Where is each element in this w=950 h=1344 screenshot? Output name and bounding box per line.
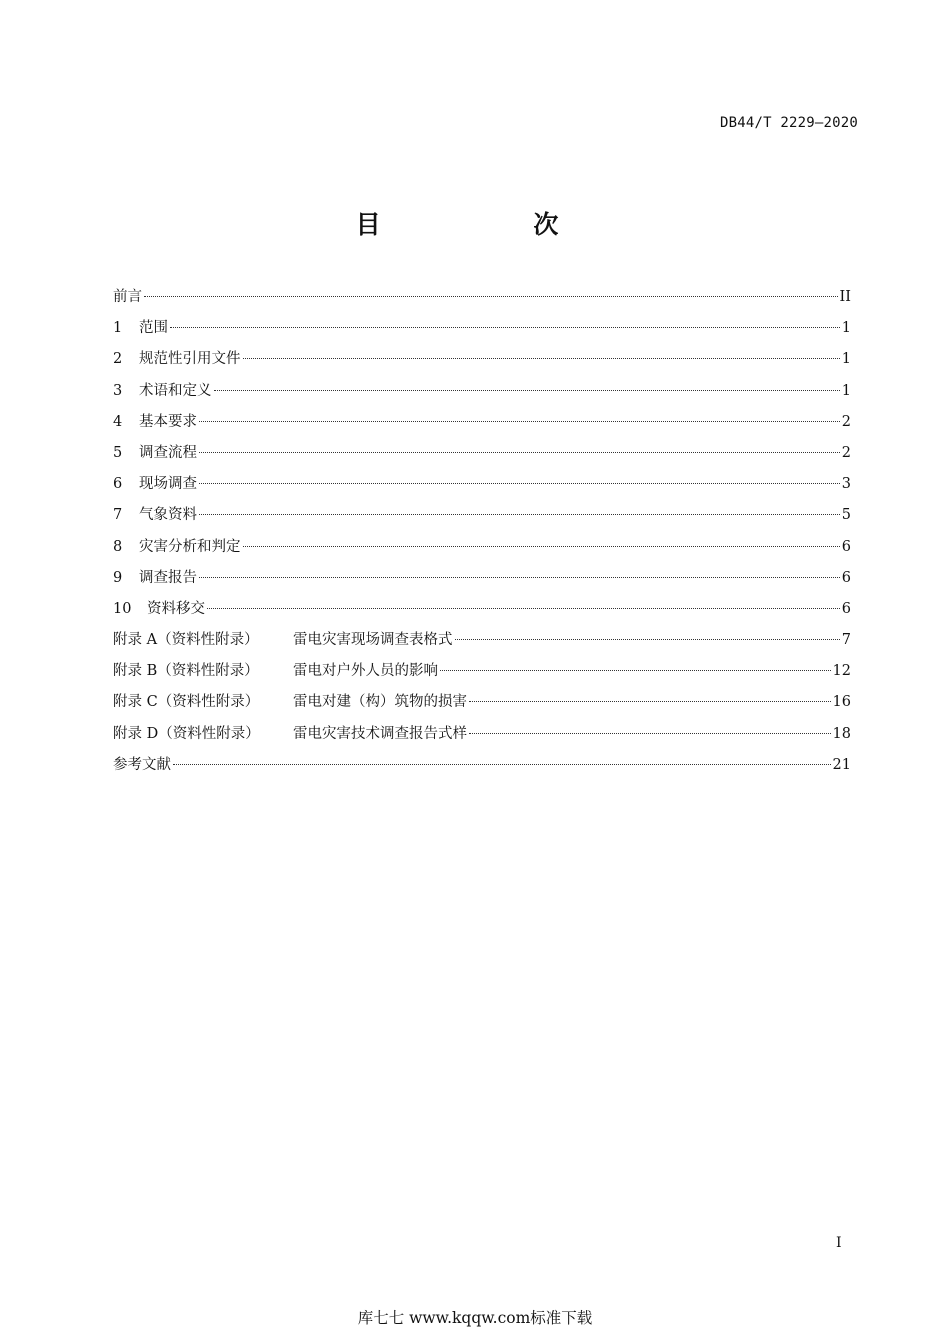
toc-entry-page: 6 bbox=[841, 569, 851, 586]
toc-entry[interactable] bbox=[113, 536, 851, 567]
toc-entry-title: 调查流程 bbox=[139, 444, 197, 461]
toc-entry-appendix-label: 附录 D（资料性附录） bbox=[113, 725, 260, 742]
toc-entry-title: 基本要求 bbox=[139, 413, 197, 430]
page-title: 目 次 bbox=[355, 210, 631, 239]
toc-entry-appendix-label: 附录 B（资料性附录） bbox=[113, 663, 259, 680]
toc-entry-number: 4 bbox=[113, 413, 123, 430]
toc-dot-leader bbox=[173, 764, 831, 765]
toc-entry-number: 9 bbox=[113, 569, 123, 586]
toc-entry[interactable] bbox=[113, 473, 851, 504]
toc-entry-title: 雷电对建（构）筑物的损害 bbox=[293, 694, 467, 711]
toc-entry[interactable] bbox=[113, 286, 851, 317]
toc-entry-appendix-label: 附录 C（资料性附录） bbox=[113, 694, 260, 711]
toc-entry-number: 3 bbox=[113, 382, 123, 399]
toc-dot-leader bbox=[199, 421, 840, 422]
toc-entry-page: 5 bbox=[841, 507, 851, 524]
toc-entry-title: 前言 bbox=[113, 289, 142, 305]
toc-dot-leader bbox=[469, 701, 831, 702]
toc-entry-appendix-label: 附录 A（资料性附录） bbox=[113, 632, 259, 649]
toc-entry-page: 1 bbox=[841, 351, 851, 368]
toc-entry-title: 范围 bbox=[139, 320, 168, 337]
toc-entry-number: 6 bbox=[113, 476, 123, 493]
toc-dot-leader bbox=[199, 452, 840, 453]
toc-dot-leader bbox=[199, 514, 840, 515]
toc-entry-title: 规范性引用文件 bbox=[139, 351, 241, 368]
toc-entry-page: 2 bbox=[841, 444, 851, 461]
toc-entry[interactable] bbox=[113, 411, 851, 442]
toc-dot-leader bbox=[455, 639, 840, 640]
toc-entry-page: 16 bbox=[832, 694, 851, 711]
toc-entry-title: 灾害分析和判定 bbox=[139, 538, 241, 555]
toc-entry-title: 雷电对户外人员的影响 bbox=[293, 663, 438, 680]
toc-entry[interactable] bbox=[113, 754, 851, 785]
toc-entry[interactable] bbox=[113, 380, 851, 411]
toc-entry[interactable] bbox=[113, 723, 851, 754]
toc-entry-title: 资料移交 bbox=[147, 600, 205, 617]
toc-entry-number: 10 bbox=[113, 600, 132, 617]
toc-dot-leader bbox=[199, 577, 840, 578]
toc-dot-leader bbox=[214, 390, 840, 391]
toc-entry-title: 现场调查 bbox=[139, 476, 197, 493]
toc-entry-page: 6 bbox=[841, 538, 851, 555]
toc-entry-title: 雷电灾害技术调查报告式样 bbox=[293, 725, 467, 742]
toc-entry[interactable] bbox=[113, 629, 851, 660]
toc-entry[interactable] bbox=[113, 348, 851, 379]
toc-entry-number: 5 bbox=[113, 444, 123, 461]
toc-entry-page: 21 bbox=[832, 756, 851, 773]
toc-dot-leader bbox=[440, 670, 831, 671]
toc-dot-leader bbox=[144, 296, 838, 297]
toc-entry[interactable] bbox=[113, 660, 851, 691]
toc-entry-number: 7 bbox=[113, 507, 123, 524]
toc-entry[interactable] bbox=[113, 567, 851, 598]
toc-entry-title: 参考文献 bbox=[113, 756, 171, 773]
toc-entry-page: 2 bbox=[841, 413, 851, 430]
toc-entry-page: II bbox=[839, 289, 851, 305]
toc-dot-leader bbox=[199, 483, 840, 484]
document-code: DB44/T 2229—2020 bbox=[719, 115, 858, 131]
toc-entry-title: 气象资料 bbox=[139, 507, 197, 524]
toc-dot-leader bbox=[243, 358, 840, 359]
toc-entry-number: 2 bbox=[113, 351, 123, 368]
table-of-contents bbox=[113, 286, 851, 785]
toc-entry-title: 调查报告 bbox=[139, 569, 197, 586]
toc-entry-page: 7 bbox=[841, 632, 851, 649]
toc-entry-title: 术语和定义 bbox=[139, 382, 212, 399]
toc-entry-page: 6 bbox=[841, 600, 851, 617]
toc-dot-leader bbox=[243, 546, 840, 547]
toc-entry-number: 1 bbox=[113, 320, 123, 337]
toc-entry-page: 3 bbox=[841, 476, 851, 493]
page-number: I bbox=[836, 1235, 842, 1251]
toc-entry-title: 雷电灾害现场调查表格式 bbox=[293, 632, 453, 649]
toc-entry-page: 1 bbox=[841, 320, 851, 337]
toc-dot-leader bbox=[170, 327, 840, 328]
toc-dot-leader bbox=[469, 733, 831, 734]
toc-entry-page: 12 bbox=[832, 663, 851, 680]
footer-watermark: 库七七 www.kqqw.com标准下载 bbox=[357, 1309, 593, 1327]
toc-entry[interactable] bbox=[113, 504, 851, 535]
toc-dot-leader bbox=[207, 608, 840, 609]
toc-entry[interactable] bbox=[113, 442, 851, 473]
toc-entry[interactable] bbox=[113, 691, 851, 722]
toc-entry-page: 18 bbox=[832, 725, 851, 742]
toc-entry-number: 8 bbox=[113, 538, 123, 555]
toc-entry[interactable] bbox=[113, 317, 851, 348]
toc-entry-page: 1 bbox=[841, 382, 851, 399]
toc-entry[interactable] bbox=[113, 598, 851, 629]
